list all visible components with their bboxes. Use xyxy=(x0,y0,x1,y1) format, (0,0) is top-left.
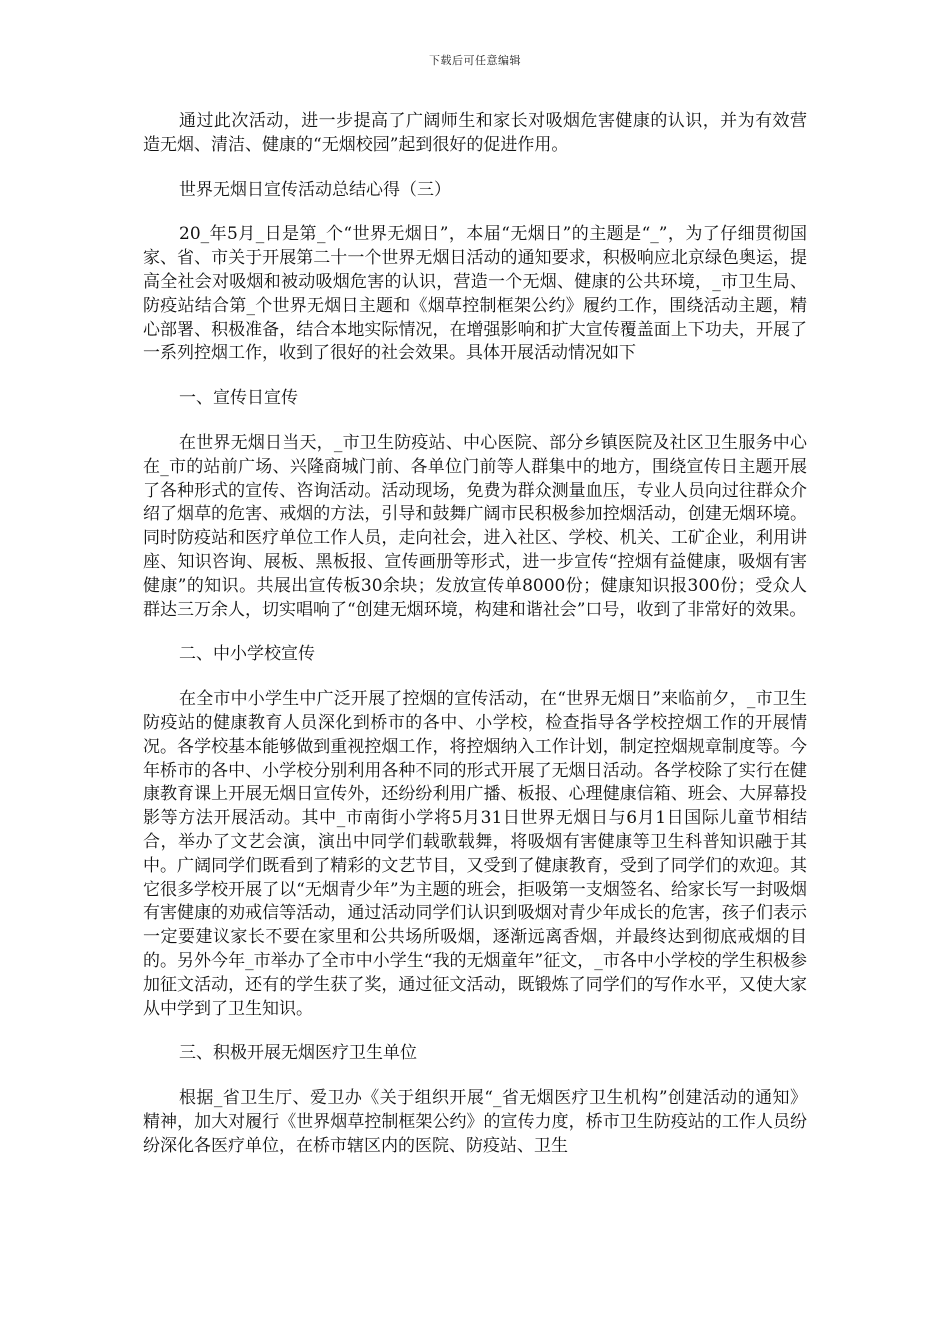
heading-medical-units: 三、积极开展无烟医疗卫生单位 xyxy=(179,1043,417,1064)
paragraph-overview: 20_年5月_日是第_个“世界无烟日”，本届“无烟日”的主题是“_”，为了仔细贯彻国家、省、市关于开展第二十一个世界无烟日活动的通知要求，积极响应北京绿色奥运，提高全社会对吸烟和被动吸烟危害的认识，营造一个无烟、健康的公共环境，_市卫生局、防疫站结合第_个世界无烟日主题和《烟草控制框架公约》履约工作，围绕活动主题，精心部署、积极准备，结合本地实际情况，在增强影响和扩大宣传覆盖面上下功夫，开展了一系列控烟工作，收到了很好的社会效果。具体开展活动情况如下 xyxy=(143,224,807,364)
document-body xyxy=(143,110,807,1179)
section-title: 世界无烟日宣传活动总结心得（三） xyxy=(179,179,451,200)
paragraph-schools: 在全市中小学生中广泛开展了控烟的宣传活动，在“世界无烟日”来临前夕，_市卫生防疫站的健康教育人员深化到桥市的各中、小学校，检查指导各学校控烟工作的开展情况。各学校基本能够做到重视控烟工作，将控烟纳入工作计划，制定控烟规章制度等。今年桥市的各中、小学校分别利用各种不同的形式开展了无烟日活动。各学校除了实行在健康教育课上开展无烟日宣传外，还纷纷利用广播、板报、心理健康信箱、班会、大屏幕投影等方法开展活动。其中_市南街小学将5月31日世界无烟日与6月1日国际儿童节相结合，举办了文艺会演，演出中同学们载歌载舞，将吸烟有害健康等卫生科普知识融于其中。广阔同学们既看到了精彩的文艺节目，又受到了健康教育，受到了同学们的欢迎。其它很多学校开展了以“无烟青少年”为主题的班会，拒吸第一支烟签名、给家长写一封吸烟有害健康的劝戒信等活动，通过活动同学们认识到吸烟对青少年成长的危害，孩子们表示一定要建议家长不要在家里和公共场所吸烟，逐渐远离香烟，并最终达到彻底戒烟的目的。另外今年_市举办了全市中小学生“我的无烟童年”征文，_市各中小学校的学生积极参加征文活动，还有的学生获了奖，通过征文活动，既锻炼了同学们的写作水平，又使大家从中学到了卫生知识。 xyxy=(143,689,807,1019)
page-header: 下载后可任意编辑 xyxy=(429,54,521,67)
heading-propaganda-day: 一、宣传日宣传 xyxy=(179,388,298,409)
paragraph-intro: 通过此次活动，进一步提高了广阔师生和家长对吸烟危害健康的认识，并为有效营造无烟、清洁、健康的“无烟校园”起到很好的促进作用。 xyxy=(143,111,807,155)
paragraph-propaganda-day: 在世界无烟日当天，_市卫生防疫站、中心医院、部分乡镇医院及社区卫生服务中心在_市的站前广场、兴隆商城门前、各单位门前等人群集中的地方，围绕宣传日主题开展了各种形式的宣传、咨询活动。活动现场，免费为群众测量血压，专业人员向过往群众介绍了烟草的危害、戒烟的方法，引导和鼓舞广阔市民积极参加控烟活动，创建无烟环境。同时防疫站和医疗单位工作人员，走向社会，进入社区、学校、机关、工矿企业，利用讲座、知识咨询、展板、黑板报、宣传画册等形式，进一步宣传“控烟有益健康，吸烟有害健康”的知识。共展出宣传板30余块；发放宣传单8000份；健康知识报300份；受众人群达三万余人，切实唱响了“创建无烟环境，构建和谐社会”口号，收到了非常好的效果。 xyxy=(143,432,807,620)
paragraph-medical-units: 根据_省卫生厅、爱卫办《关于组织开展“_省无烟医疗卫生机构”创建活动的通知》精神，加大对履行《世界烟草控制框架公约》的宣传力度，桥市卫生防疫站的工作人员纷纷深化各医疗单位，在桥市辖区内的医院、防疫站、卫生 xyxy=(143,1088,807,1156)
heading-schools: 二、中小学校宣传 xyxy=(179,644,315,665)
